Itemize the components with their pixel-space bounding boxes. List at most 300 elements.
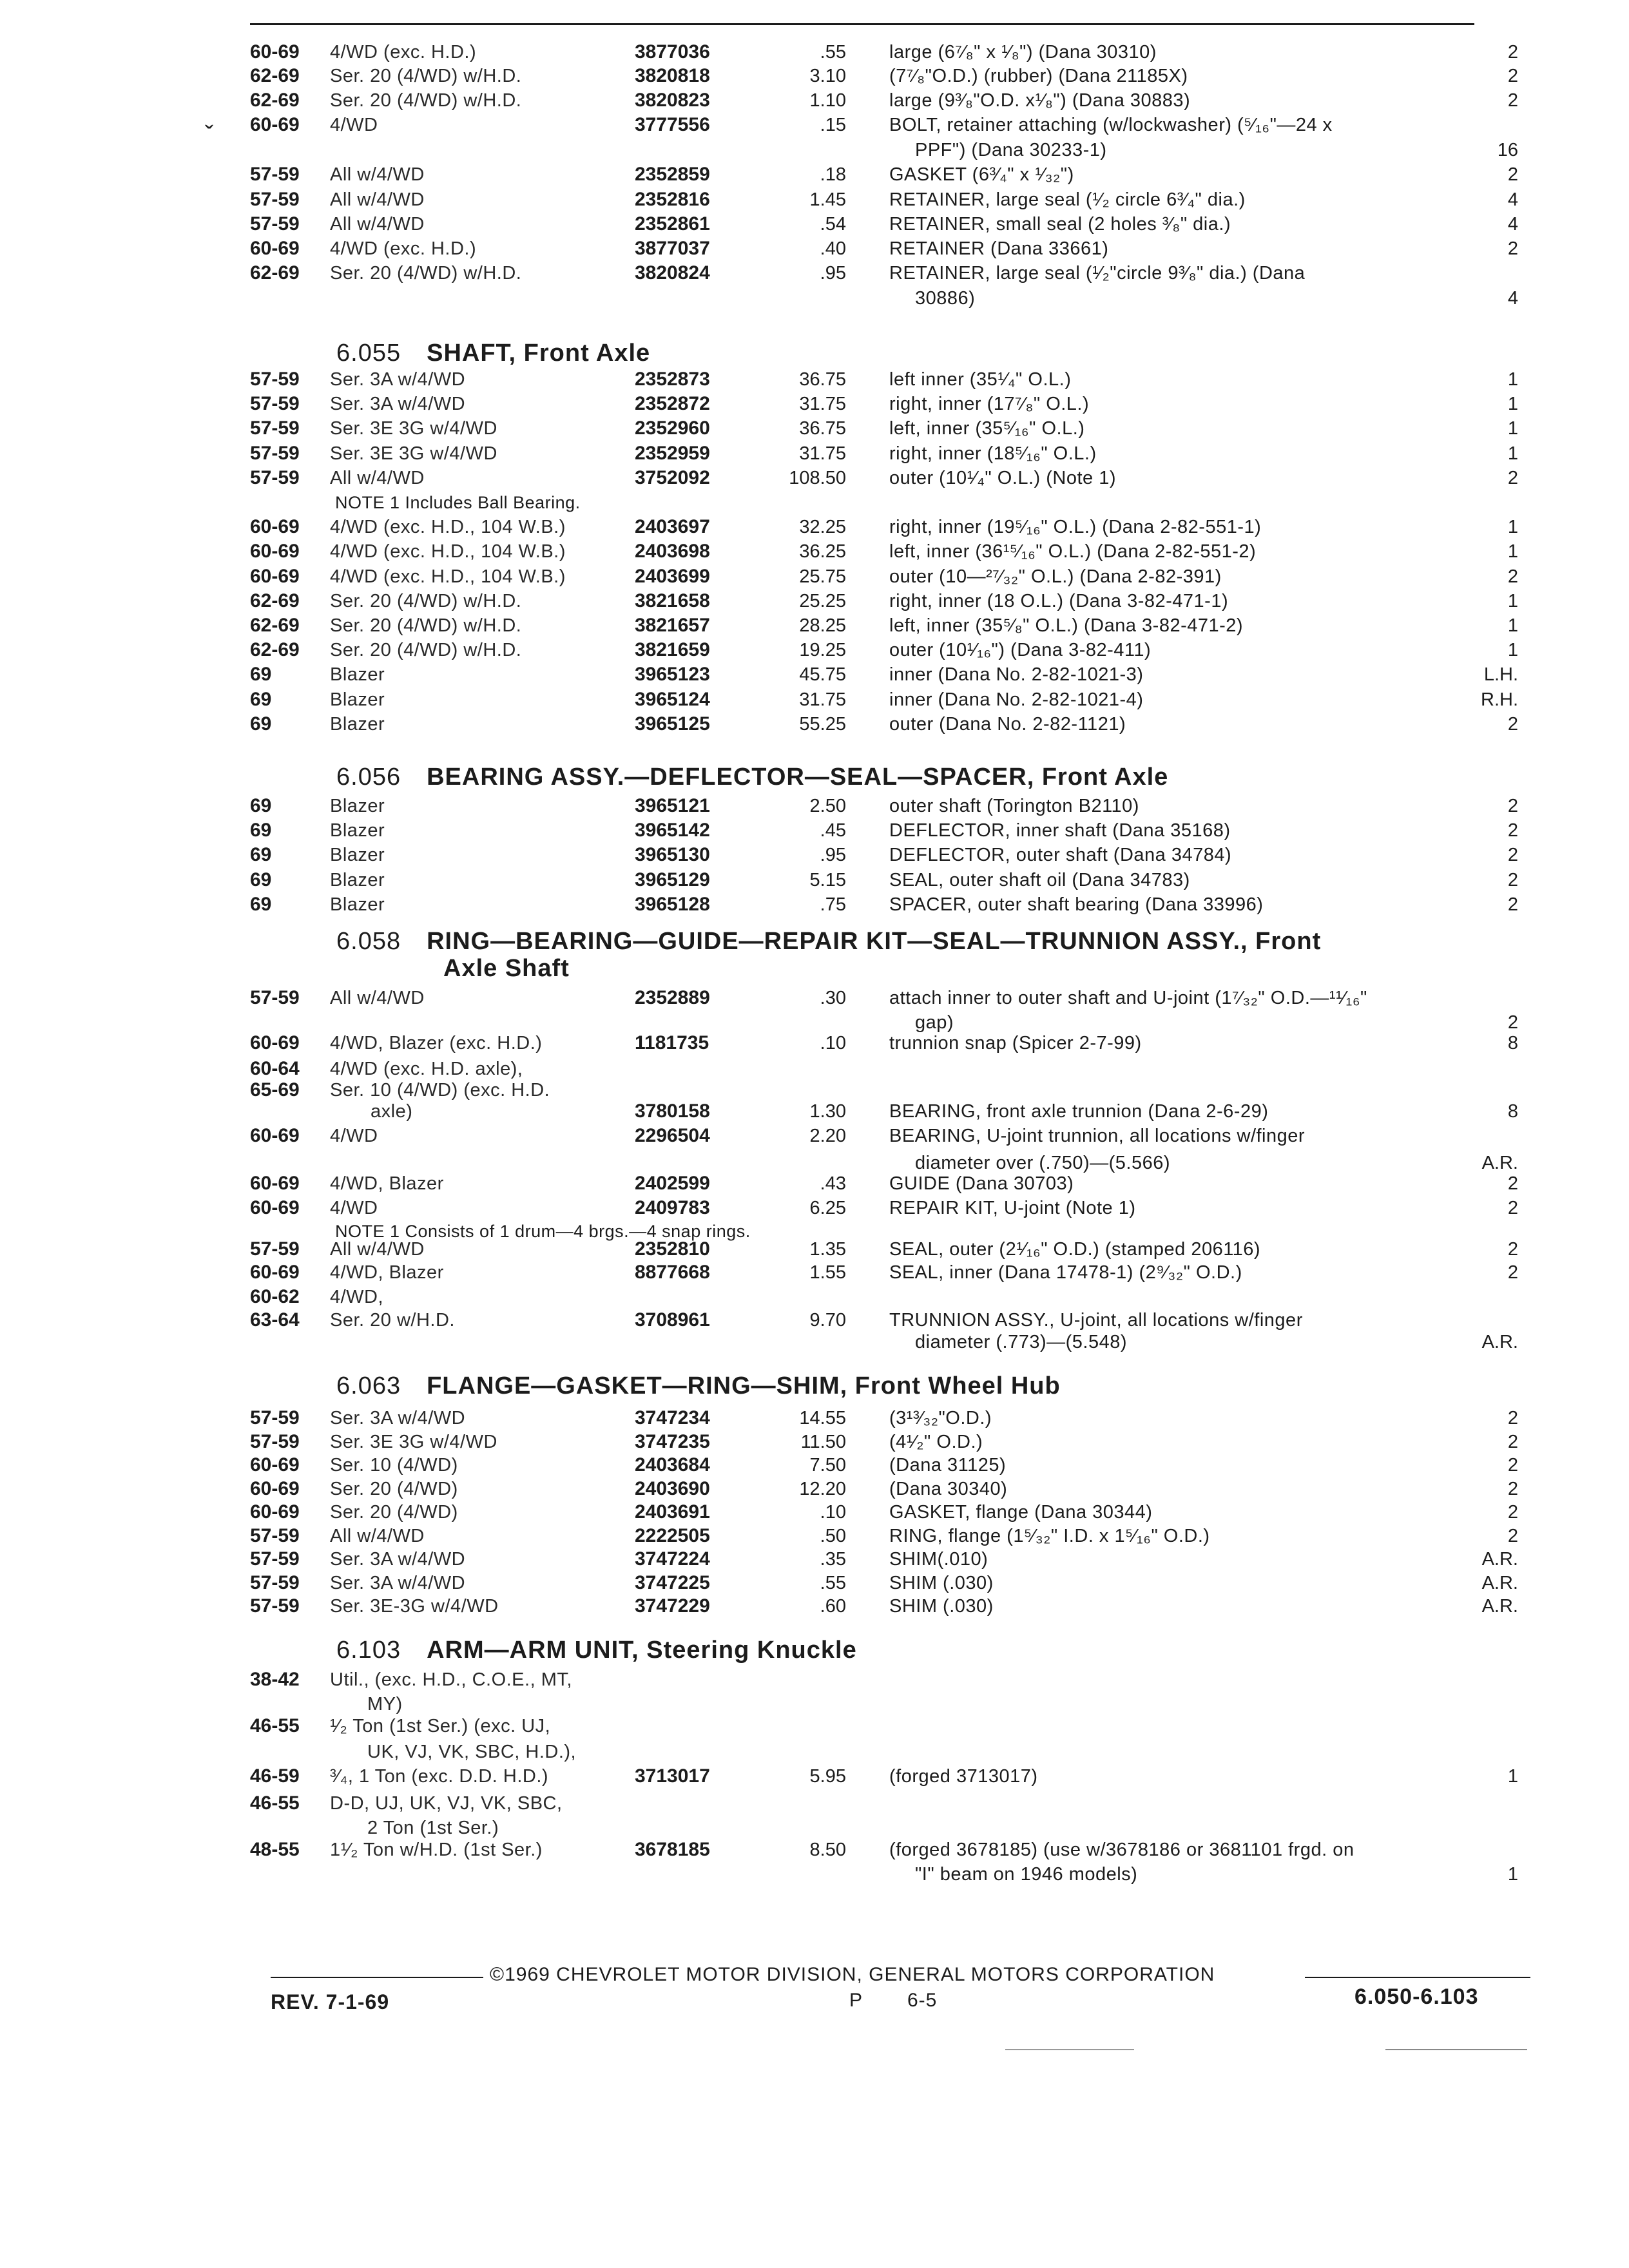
quantity: 4: [1507, 189, 1518, 210]
part-number: 3820823: [635, 90, 710, 111]
model-years: 60-69: [250, 238, 300, 259]
parts-row: [0, 1171, 1629, 1196]
price: 7.50: [809, 1455, 846, 1475]
quantity: 2: [1507, 820, 1518, 841]
parts-row: [0, 236, 1629, 261]
application: Ser. 3A w/4/WD: [330, 1572, 466, 1593]
parts-row: [0, 40, 1629, 64]
price: .95: [820, 263, 846, 284]
parts-row: [0, 1477, 1629, 1501]
quantity: 2: [1507, 90, 1518, 111]
section-heading: [336, 1371, 1061, 1401]
description: outer (10¹⁄₁₆") (Dana 3-82-411): [889, 640, 1152, 661]
price: 1.45: [809, 189, 846, 210]
description: SHIM (.030): [889, 1596, 994, 1617]
quantity: 2: [1507, 467, 1518, 488]
quantity: A.R.: [1481, 1596, 1518, 1617]
model-years: 60-69: [250, 565, 300, 587]
application: ¹⁄₂ Ton (1st Ser.) (exc. UJ,: [330, 1716, 551, 1736]
parts-row: [0, 261, 1629, 285]
description: PPF") (Dana 30233-1): [915, 140, 1107, 160]
description: gap): [915, 1012, 954, 1033]
model-years: 60-64: [250, 1058, 300, 1079]
footnote: NOTE 1 Includes Ball Bearing.: [335, 493, 581, 512]
application: Blazer: [330, 796, 385, 816]
part-number: 3820824: [635, 262, 710, 284]
parts-row: [0, 613, 1629, 638]
part-number: 2352960: [635, 418, 710, 439]
part-number: 2352872: [635, 393, 710, 415]
description: SHIM(.010): [889, 1549, 988, 1570]
parts-row: [0, 367, 1629, 392]
model-years: 69: [250, 820, 272, 841]
price: .10: [820, 1033, 846, 1053]
footer-rule-left: [271, 1977, 483, 1978]
price: .54: [820, 214, 846, 235]
application: Blazer: [330, 689, 385, 710]
application: All w/4/WD: [330, 1525, 425, 1546]
description: (forged 3713017): [889, 1766, 1038, 1787]
model-years: 57-59: [250, 1238, 300, 1260]
section-title-continued: Axle Shaft: [443, 955, 570, 982]
parts-row: [0, 818, 1629, 843]
price: 19.25: [799, 640, 846, 661]
model-years: 60-69: [250, 114, 300, 135]
application: Util., (exc. H.D., C.O.E., MT,: [330, 1669, 572, 1690]
parts-row: [0, 1816, 1629, 1840]
description: trunnion snap (Spicer 2-7-99): [889, 1033, 1142, 1053]
part-number: 2403698: [635, 541, 710, 562]
application: Ser. 3A w/4/WD: [330, 369, 466, 390]
part-number: 3747229: [635, 1595, 710, 1617]
price: .55: [820, 1572, 846, 1593]
price: 8.50: [809, 1840, 846, 1860]
description: GUIDE (Dana 30703): [889, 1173, 1074, 1194]
footer-revision: REV. 7-1-69: [271, 1990, 390, 2013]
model-years: 69: [250, 664, 272, 686]
price: 2.50: [809, 796, 846, 816]
parts-row: [0, 162, 1629, 187]
part-number: 3747224: [635, 1548, 710, 1570]
section-number: 6.056: [336, 764, 401, 791]
model-years: 48-55: [250, 1839, 300, 1860]
description: outer shaft (Torington B2110): [889, 796, 1139, 816]
model-years: 57-59: [250, 1430, 300, 1452]
part-number: 3747235: [635, 1430, 710, 1452]
description: (Dana 31125): [889, 1455, 1007, 1475]
section-title: SHAFT, Front Axle: [427, 340, 651, 367]
part-number: 3678185: [635, 1839, 710, 1860]
part-number: 3747234: [635, 1407, 710, 1428]
part-number: 2403690: [635, 1477, 710, 1499]
parts-row: [0, 1740, 1629, 1764]
price: 1.35: [809, 1239, 846, 1260]
price: 1.30: [809, 1101, 846, 1122]
model-years: 69: [250, 893, 272, 915]
model-years: 60-69: [250, 516, 300, 538]
model-years: 62-69: [250, 615, 300, 636]
quantity: 16: [1497, 140, 1518, 160]
quantity: 1: [1507, 615, 1518, 636]
quantity: 2: [1507, 796, 1518, 816]
section-heading: [336, 762, 1168, 792]
model-years: 60-69: [250, 1501, 300, 1523]
footer-page-number: 6-5: [907, 1990, 938, 2011]
application: 4/WD, Blazer (exc. H.D.): [330, 1033, 543, 1053]
part-number: 2402599: [635, 1173, 710, 1194]
section-title: FLANGE—GASKET—RING—SHIM, Front Wheel Hub: [427, 1372, 1061, 1399]
application: Ser. 20 (4/WD) w/H.D.: [330, 263, 522, 284]
price: 31.75: [799, 443, 846, 464]
application: Ser. 20 w/H.D.: [330, 1310, 455, 1331]
description: SEAL, outer (2¹⁄₁₆" O.D.) (stamped 206116): [889, 1239, 1261, 1260]
model-years: 57-59: [250, 189, 300, 210]
description: left, inner (35⁵⁄₈" O.L.) (Dana 3-82-471-2): [889, 615, 1244, 636]
part-number: 3821658: [635, 590, 710, 611]
model-years: 60-69: [250, 1173, 300, 1194]
application: 4/WD: [330, 1198, 378, 1218]
bottom-rule-mid: [1005, 2049, 1134, 2050]
section-heading: [336, 1635, 857, 1665]
price: .55: [820, 42, 846, 62]
parts-row: [0, 712, 1629, 736]
price: .50: [820, 1525, 846, 1546]
parts-row: [0, 441, 1629, 466]
parts-row: [0, 892, 1629, 917]
description: SHIM (.030): [889, 1572, 994, 1593]
price: 3.10: [809, 66, 846, 86]
model-years: 46-55: [250, 1792, 300, 1814]
parts-row: [0, 1260, 1629, 1285]
parts-row: [0, 286, 1629, 311]
price: 36.25: [799, 541, 846, 562]
quantity: 1: [1507, 443, 1518, 464]
quantity: 1: [1507, 541, 1518, 562]
part-number: 2296504: [635, 1125, 710, 1146]
application: All w/4/WD: [330, 467, 425, 488]
model-years: 62-69: [250, 262, 300, 284]
model-years: 65-69: [250, 1079, 300, 1100]
description: (7⁷⁄₈"O.D.) (rubber) (Dana 21185X): [889, 66, 1188, 86]
parts-row: [0, 638, 1629, 662]
part-number: 3708961: [635, 1309, 710, 1331]
part-number: 3752092: [635, 466, 710, 488]
footnote: NOTE 1 Consists of 1 drum—4 brgs.—4 snap rings.: [335, 1222, 751, 1241]
part-number: 3965128: [635, 893, 710, 915]
application: Blazer: [330, 894, 385, 915]
description: REPAIR KIT, U-joint (Note 1): [889, 1198, 1136, 1218]
description: right, inner (18 O.L.) (Dana 3-82-471-1): [889, 590, 1229, 611]
model-years: 60-69: [250, 1477, 300, 1499]
model-years: 57-59: [250, 1524, 300, 1546]
application: Ser. 20 (4/WD) w/H.D.: [330, 615, 522, 636]
parts-row: [0, 589, 1629, 613]
parts-row: [0, 868, 1629, 892]
bottom-rule-right: [1385, 2049, 1527, 2050]
application: Ser. 10 (4/WD) (exc. H.D.: [330, 1080, 550, 1100]
quantity: 2: [1507, 1239, 1518, 1260]
description: diameter (.773)—(5.548): [915, 1332, 1128, 1352]
price: 36.75: [799, 418, 846, 439]
parts-row: [0, 687, 1629, 712]
description: SPACER, outer shaft bearing (Dana 33996): [889, 894, 1264, 915]
quantity: 2: [1507, 1502, 1518, 1523]
part-number: 3965130: [635, 844, 710, 866]
section-number: 6.058: [336, 928, 401, 955]
price: .45: [820, 820, 846, 841]
parts-row: [0, 187, 1629, 212]
application: 4/WD (exc. H.D.): [330, 42, 477, 62]
section-title: ARM—ARM UNIT, Steering Knuckle: [427, 1637, 857, 1664]
price: 1.10: [809, 90, 846, 111]
application: Blazer: [330, 664, 385, 686]
part-number: 3965142: [635, 820, 710, 841]
parts-row: [0, 564, 1629, 589]
quantity: 1: [1507, 1766, 1518, 1787]
price: 2.20: [809, 1126, 846, 1146]
description: outer (10¹⁄₄" O.L.) (Note 1): [889, 467, 1117, 488]
application: Ser. 3E 3G w/4/WD: [330, 1431, 497, 1452]
part-number: 2409783: [635, 1197, 710, 1218]
parts-row: [0, 1330, 1629, 1354]
quantity: 2: [1507, 566, 1518, 587]
description: SEAL, inner (Dana 17478-1) (2⁹⁄₃₂" O.D.): [889, 1262, 1242, 1283]
application: 4/WD (exc. H.D., 104 W.B.): [330, 541, 566, 562]
model-years: 60-69: [250, 1197, 300, 1218]
model-years: 60-69: [250, 41, 300, 62]
part-number: 2403691: [635, 1501, 710, 1523]
part-number: 3821657: [635, 615, 710, 636]
model-years: 57-59: [250, 442, 300, 464]
application: Blazer: [330, 845, 385, 866]
quantity: 4: [1507, 214, 1518, 235]
description: BEARING, U-joint trunnion, all locations w/finger: [889, 1126, 1306, 1146]
application: 4/WD (exc. H.D. axle),: [330, 1059, 523, 1079]
quantity: 1: [1507, 394, 1518, 415]
price: 31.75: [799, 689, 846, 710]
quantity: A.R.: [1481, 1332, 1518, 1352]
price: 25.75: [799, 566, 846, 587]
application: Ser. 20 (4/WD): [330, 1478, 458, 1499]
section-number: 6.103: [336, 1637, 401, 1664]
application: UK, VJ, VK, SBC, H.D.),: [367, 1742, 577, 1762]
price: 31.75: [799, 394, 846, 415]
quantity: R.H.: [1481, 689, 1518, 710]
quantity: 8: [1507, 1101, 1518, 1122]
model-years: 57-59: [250, 987, 300, 1008]
quantity: 2: [1507, 1262, 1518, 1283]
application: All w/4/WD: [330, 189, 425, 210]
part-number: 8877668: [635, 1262, 710, 1283]
application: ³⁄₄, 1 Ton (exc. D.D. H.D.): [330, 1766, 549, 1787]
model-years: 69: [250, 869, 272, 890]
description: attach inner to outer shaft and U-joint (1⁷⁄₃₂" O.D.—¹¹⁄₁₆": [889, 988, 1367, 1008]
application: Blazer: [330, 869, 385, 890]
parts-row: [0, 794, 1629, 818]
quantity: 2: [1507, 238, 1518, 259]
model-years: 57-59: [250, 1571, 300, 1593]
quantity: 2: [1507, 1431, 1518, 1452]
section-title: RING—BEARING—GUIDE—REPAIR KIT—SEAL—TRUNNION ASSY., Front: [427, 928, 1322, 955]
application: Ser. 3A w/4/WD: [330, 394, 466, 415]
description: large (9³⁄₈"O.D. x¹⁄₈") (Dana 30883): [889, 90, 1191, 111]
price: .95: [820, 845, 846, 866]
application: axle): [371, 1101, 413, 1122]
description: (forged 3678185) (use w/3678186 or 3681101 frgd. on: [889, 1840, 1354, 1860]
parts-row: [0, 466, 1629, 490]
section-heading: [336, 927, 1321, 956]
description: diameter over (.750)—(5.566): [915, 1153, 1170, 1173]
application: Ser. 3E-3G w/4/WD: [330, 1596, 499, 1617]
quantity: 2: [1507, 1012, 1518, 1033]
quantity: 8: [1507, 1033, 1518, 1053]
application: Ser. 20 (4/WD) w/H.D.: [330, 90, 522, 111]
parts-row: [0, 113, 1629, 137]
application: 4/WD (exc. H.D.): [330, 238, 477, 259]
application: 1¹⁄₂ Ton w/H.D. (1st Ser.): [330, 1840, 543, 1860]
parts-row: [0, 1124, 1629, 1148]
part-number: 3713017: [635, 1765, 710, 1787]
description: large (6⁷⁄₈" x ¹⁄₈") (Dana 30310): [889, 42, 1157, 62]
part-number: 2403699: [635, 565, 710, 587]
parts-row: [0, 138, 1629, 162]
parts-row: [0, 1285, 1629, 1309]
price: .60: [820, 1596, 846, 1617]
model-years: 62-69: [250, 590, 300, 611]
model-years: 62-69: [250, 65, 300, 86]
description: (4¹⁄₂" O.D.): [889, 1431, 983, 1452]
quantity: 1: [1507, 1864, 1518, 1885]
description: RING, flange (1⁵⁄₃₂" I.D. x 1⁵⁄₁₆" O.D.): [889, 1525, 1210, 1546]
description: right, inner (18⁵⁄₁₆" O.L.): [889, 443, 1097, 464]
description: inner (Dana No. 2-82-1021-4): [889, 689, 1144, 710]
part-number: 2403684: [635, 1454, 710, 1475]
application: 4/WD,: [330, 1287, 384, 1307]
application: Ser. 3E 3G w/4/WD: [330, 443, 497, 464]
parts-row: [0, 1031, 1629, 1055]
model-years: 57-59: [250, 369, 300, 390]
description: left, inner (36¹⁵⁄₁₆" O.L.) (Dana 2-82-551-2): [889, 541, 1257, 562]
parts-row: [0, 1453, 1629, 1477]
part-number: 3965121: [635, 795, 710, 816]
application: D-D, UJ, UK, VJ, VK, SBC,: [330, 1793, 563, 1814]
part-number: 2352861: [635, 213, 710, 235]
parts-row: [0, 1196, 1629, 1220]
price: 36.75: [799, 369, 846, 390]
part-number: 2352889: [635, 987, 710, 1008]
quantity: L.H.: [1483, 664, 1518, 686]
description: (3¹³⁄₃₂"O.D.): [889, 1408, 992, 1428]
description: "I" beam on 1946 models): [915, 1864, 1138, 1885]
quantity: 2: [1507, 1408, 1518, 1428]
description: left, inner (35⁵⁄₁₆" O.L.): [889, 418, 1085, 439]
description: GASKET (6³⁄₄" x ¹⁄₃₂"): [889, 164, 1074, 185]
application: 2 Ton (1st Ser.): [367, 1818, 499, 1838]
price: .15: [820, 115, 846, 135]
application: Ser. 20 (4/WD) w/H.D.: [330, 590, 522, 611]
part-number: 3820818: [635, 65, 710, 86]
application: 4/WD (exc. H.D., 104 W.B.): [330, 566, 566, 587]
parts-row: [0, 1594, 1629, 1619]
application: Ser. 20 (4/WD): [330, 1502, 458, 1523]
description: RETAINER, large seal (¹⁄₂"circle 9³⁄₈" dia.) (Dana: [889, 263, 1306, 284]
description: BOLT, retainer attaching (w/lockwasher) (⁵⁄₁₆"—24 x: [889, 115, 1333, 135]
parts-row: [0, 1862, 1629, 1887]
model-years: 69: [250, 844, 272, 866]
application: All w/4/WD: [330, 1239, 425, 1260]
application: 4/WD (exc. H.D., 104 W.B.): [330, 517, 566, 538]
description: RETAINER, large seal (¹⁄₂ circle 6³⁄₄" dia.): [889, 189, 1246, 210]
price: 32.25: [799, 517, 846, 538]
application: 4/WD, Blazer: [330, 1173, 444, 1194]
footer-section-range: 6.050-6.103: [1354, 1984, 1479, 2009]
parts-row: [0, 1692, 1629, 1716]
description: right, inner (19⁵⁄₁₆" O.L.) (Dana 2-82-551-1): [889, 517, 1262, 538]
parts-row: [0, 843, 1629, 867]
application: Blazer: [330, 820, 385, 841]
parts-row: [0, 986, 1629, 1010]
application: Ser. 3A w/4/WD: [330, 1408, 466, 1428]
parts-row: [0, 1571, 1629, 1595]
parts-row: [0, 539, 1629, 564]
price: .40: [820, 238, 846, 259]
description: GASKET, flange (Dana 30344): [889, 1502, 1153, 1523]
quantity: A.R.: [1481, 1549, 1518, 1570]
parts-row: [0, 212, 1629, 236]
quantity: 2: [1507, 164, 1518, 185]
model-years: 57-59: [250, 1407, 300, 1428]
price: 25.25: [799, 590, 846, 611]
price: 45.75: [799, 664, 846, 686]
parts-row: [0, 662, 1629, 687]
quantity: 2: [1507, 894, 1518, 915]
quantity: A.R.: [1481, 1153, 1518, 1173]
quantity: 1: [1507, 590, 1518, 611]
parts-row: [0, 1430, 1629, 1454]
price: .10: [820, 1502, 846, 1523]
description: (Dana 30340): [889, 1478, 1008, 1499]
model-years: 62-69: [250, 639, 300, 661]
model-years: 57-59: [250, 164, 300, 185]
margin-mark: ˇ: [205, 121, 214, 149]
footer-page-letter: P: [849, 1990, 863, 2011]
model-years: 60-69: [250, 541, 300, 562]
price: 14.55: [799, 1408, 846, 1428]
model-years: 46-55: [250, 1715, 300, 1736]
price: 9.70: [809, 1310, 846, 1331]
model-years: 69: [250, 795, 272, 816]
price: 12.20: [799, 1478, 846, 1499]
parts-row: [0, 1524, 1629, 1548]
description: SEAL, outer shaft oil (Dana 34783): [889, 869, 1190, 890]
model-years: 69: [250, 713, 272, 735]
application: 4/WD, Blazer: [330, 1262, 444, 1283]
parts-row: [0, 1791, 1629, 1816]
quantity: 2: [1507, 1455, 1518, 1475]
parts-row: [0, 1099, 1629, 1124]
part-number: 3877037: [635, 238, 710, 259]
part-number: 3965129: [635, 869, 710, 890]
model-years: 57-59: [250, 466, 300, 488]
price: 5.15: [809, 869, 846, 890]
price: .43: [820, 1173, 846, 1194]
application: Ser. 20 (4/WD) w/H.D.: [330, 640, 522, 661]
quantity: A.R.: [1481, 1572, 1518, 1593]
top-rule: [250, 23, 1474, 25]
model-years: 62-69: [250, 90, 300, 111]
part-number: 2403697: [635, 516, 710, 538]
quantity: 2: [1507, 1173, 1518, 1194]
